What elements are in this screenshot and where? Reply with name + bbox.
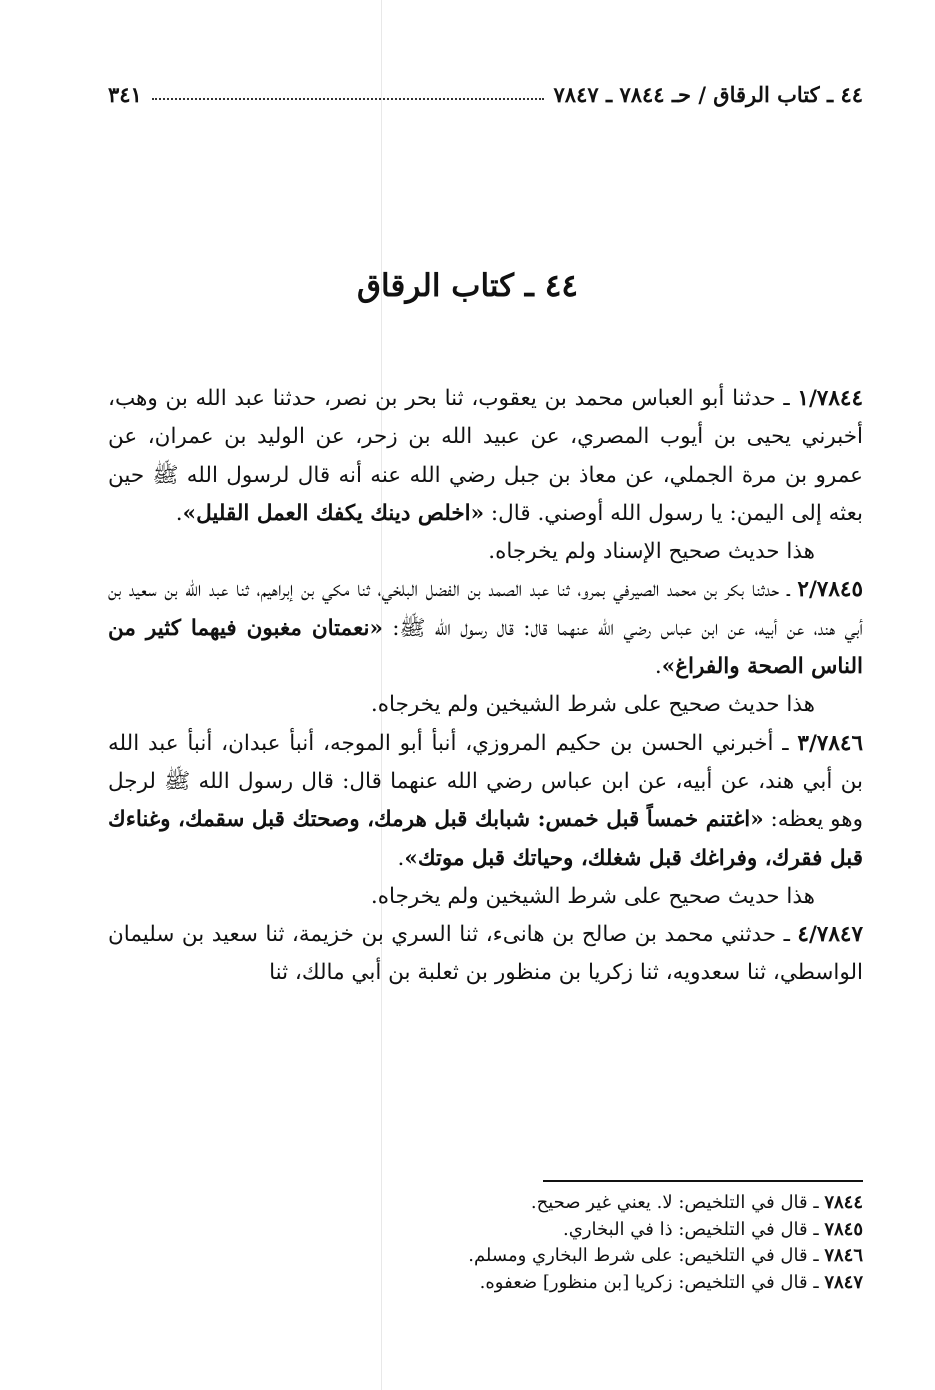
footnote-number: ٧٨٤٦ — [824, 1245, 863, 1266]
header-dot-leader — [152, 98, 544, 100]
hadith-end: . — [175, 500, 183, 526]
page-header — [108, 82, 863, 107]
footnote-text: ـ قال في التلخيص: ذا في البخاري. — [563, 1218, 825, 1240]
footnote-number: ٧٨٤٧ — [824, 1271, 863, 1293]
footnote-text: ـ قال في التلخيص: على شرط البخاري ومسلم. — [468, 1245, 825, 1266]
page-number: ٣٤١ — [108, 82, 142, 107]
hadith-quote: «نعمتان مغبون فيهما كثير من الناس الصحة والفراغ» — [108, 615, 863, 680]
footnote-separator — [543, 1180, 863, 1182]
hadith-quote: «اخلص دينك يكفك العمل القليل» — [182, 500, 485, 526]
footnote-number: ٧٨٤٥ — [824, 1218, 863, 1240]
hadith-end: . — [397, 845, 405, 871]
hadith-paragraph — [108, 380, 863, 533]
footnote — [300, 1243, 863, 1270]
hadith-number: ٣/٧٨٤٦ — [797, 730, 863, 756]
hadith-text: ـ أخبرني الحسن بن حكيم المروزي، أنبأ أبو الموجه، أنبأ عبدان، أنبأ عبد الله بن أبي هند، عن أبيه، عن ابن عباس رضي الله عنهما قال: قال رسول الله ﷺ لرجل وهو يعظه: — [108, 730, 863, 833]
hadith-verdict: هذا حديث صحيح على شرط الشيخين ولم يخرجاه. — [370, 883, 815, 909]
hadith-text: ـ حدثنا بكر بن محمد الصيرفي بمرو، ثنا عبد الصمد بن الفضل البلخي، ثنا مكي بن إبراهيم، ثنا عبد الله بن سعيد بن أبي هند، عن أبيه، عن ابن عباس رضي الله عنهما قال: قال رسول الله ﷺ: — [108, 577, 863, 641]
footnote-text: ـ قال في التلخيص: زكريا [بن منظور] ضعفوه. — [479, 1271, 825, 1293]
hadith-text: ـ حدثني محمد بن صالح بن هانىء، ثنا السري بن خزيمة، ثنا سعيد بن سليمان الواسطي، ثنا سعدويه، ثنا زكريا بن منظور بن ثعلبة بن أبي مالك، ثنا — [108, 922, 863, 986]
footnote-number: ٧٨٤٤ — [824, 1192, 863, 1213]
footnote — [300, 1217, 863, 1244]
footnote-text: ـ قال في التلخيص: لا. يعني غير صحيح. — [530, 1192, 825, 1213]
hadith-verdict: هذا حديث صحيح الإسناد ولم يخرجاه. — [488, 539, 815, 565]
main-text — [108, 380, 863, 993]
hadith-paragraph — [108, 571, 863, 686]
hadith-paragraph — [108, 725, 863, 878]
hadith-verdict: هذا حديث صحيح على شرط الشيخين ولم يخرجاه. — [370, 692, 815, 718]
hadith-quote: «اغتنم خمساً قبل خمس: شبابك قبل هرمك، وصحتك قبل سقمك، وغناءك قبل فقرك، وفراغك قبل شغلك، وحياتك قبل موتك» — [108, 807, 863, 871]
hadith-end: . — [654, 654, 662, 680]
hadith-text: ـ حدثنا أبو العباس محمد بن يعقوب، ثنا بحر بن نصر، حدثنا عبد الله بن وهب، أخبرني يحيى بن أيوب المصري، عن عبيد الله بن زحر، عن الوليد بن عمران، عن عمرو بن مرة الجملي، عن معاذ بن جبل رضي الله عنه أنه قال لرسول الله ﷺ حين بعثه إلى اليمن: يا رسول الله أوصني. قال: — [108, 386, 863, 526]
hadith-number: ٤/٧٨٤٧ — [797, 922, 863, 948]
hadith-paragraph — [108, 916, 863, 993]
footnote — [300, 1190, 863, 1217]
chapter-title: ٤٤ ـ كتاب الرقاق — [357, 268, 578, 304]
footnote — [300, 1270, 863, 1297]
hadith-number: ٢/٧٨٤٥ — [797, 577, 863, 603]
footnotes — [300, 1190, 863, 1296]
hadith-number: ١/٧٨٤٤ — [797, 386, 863, 411]
running-title: ٤٤ ـ كتاب الرقاق / حـ ٧٨٤٤ ـ ٧٨٤٧ — [553, 82, 863, 107]
